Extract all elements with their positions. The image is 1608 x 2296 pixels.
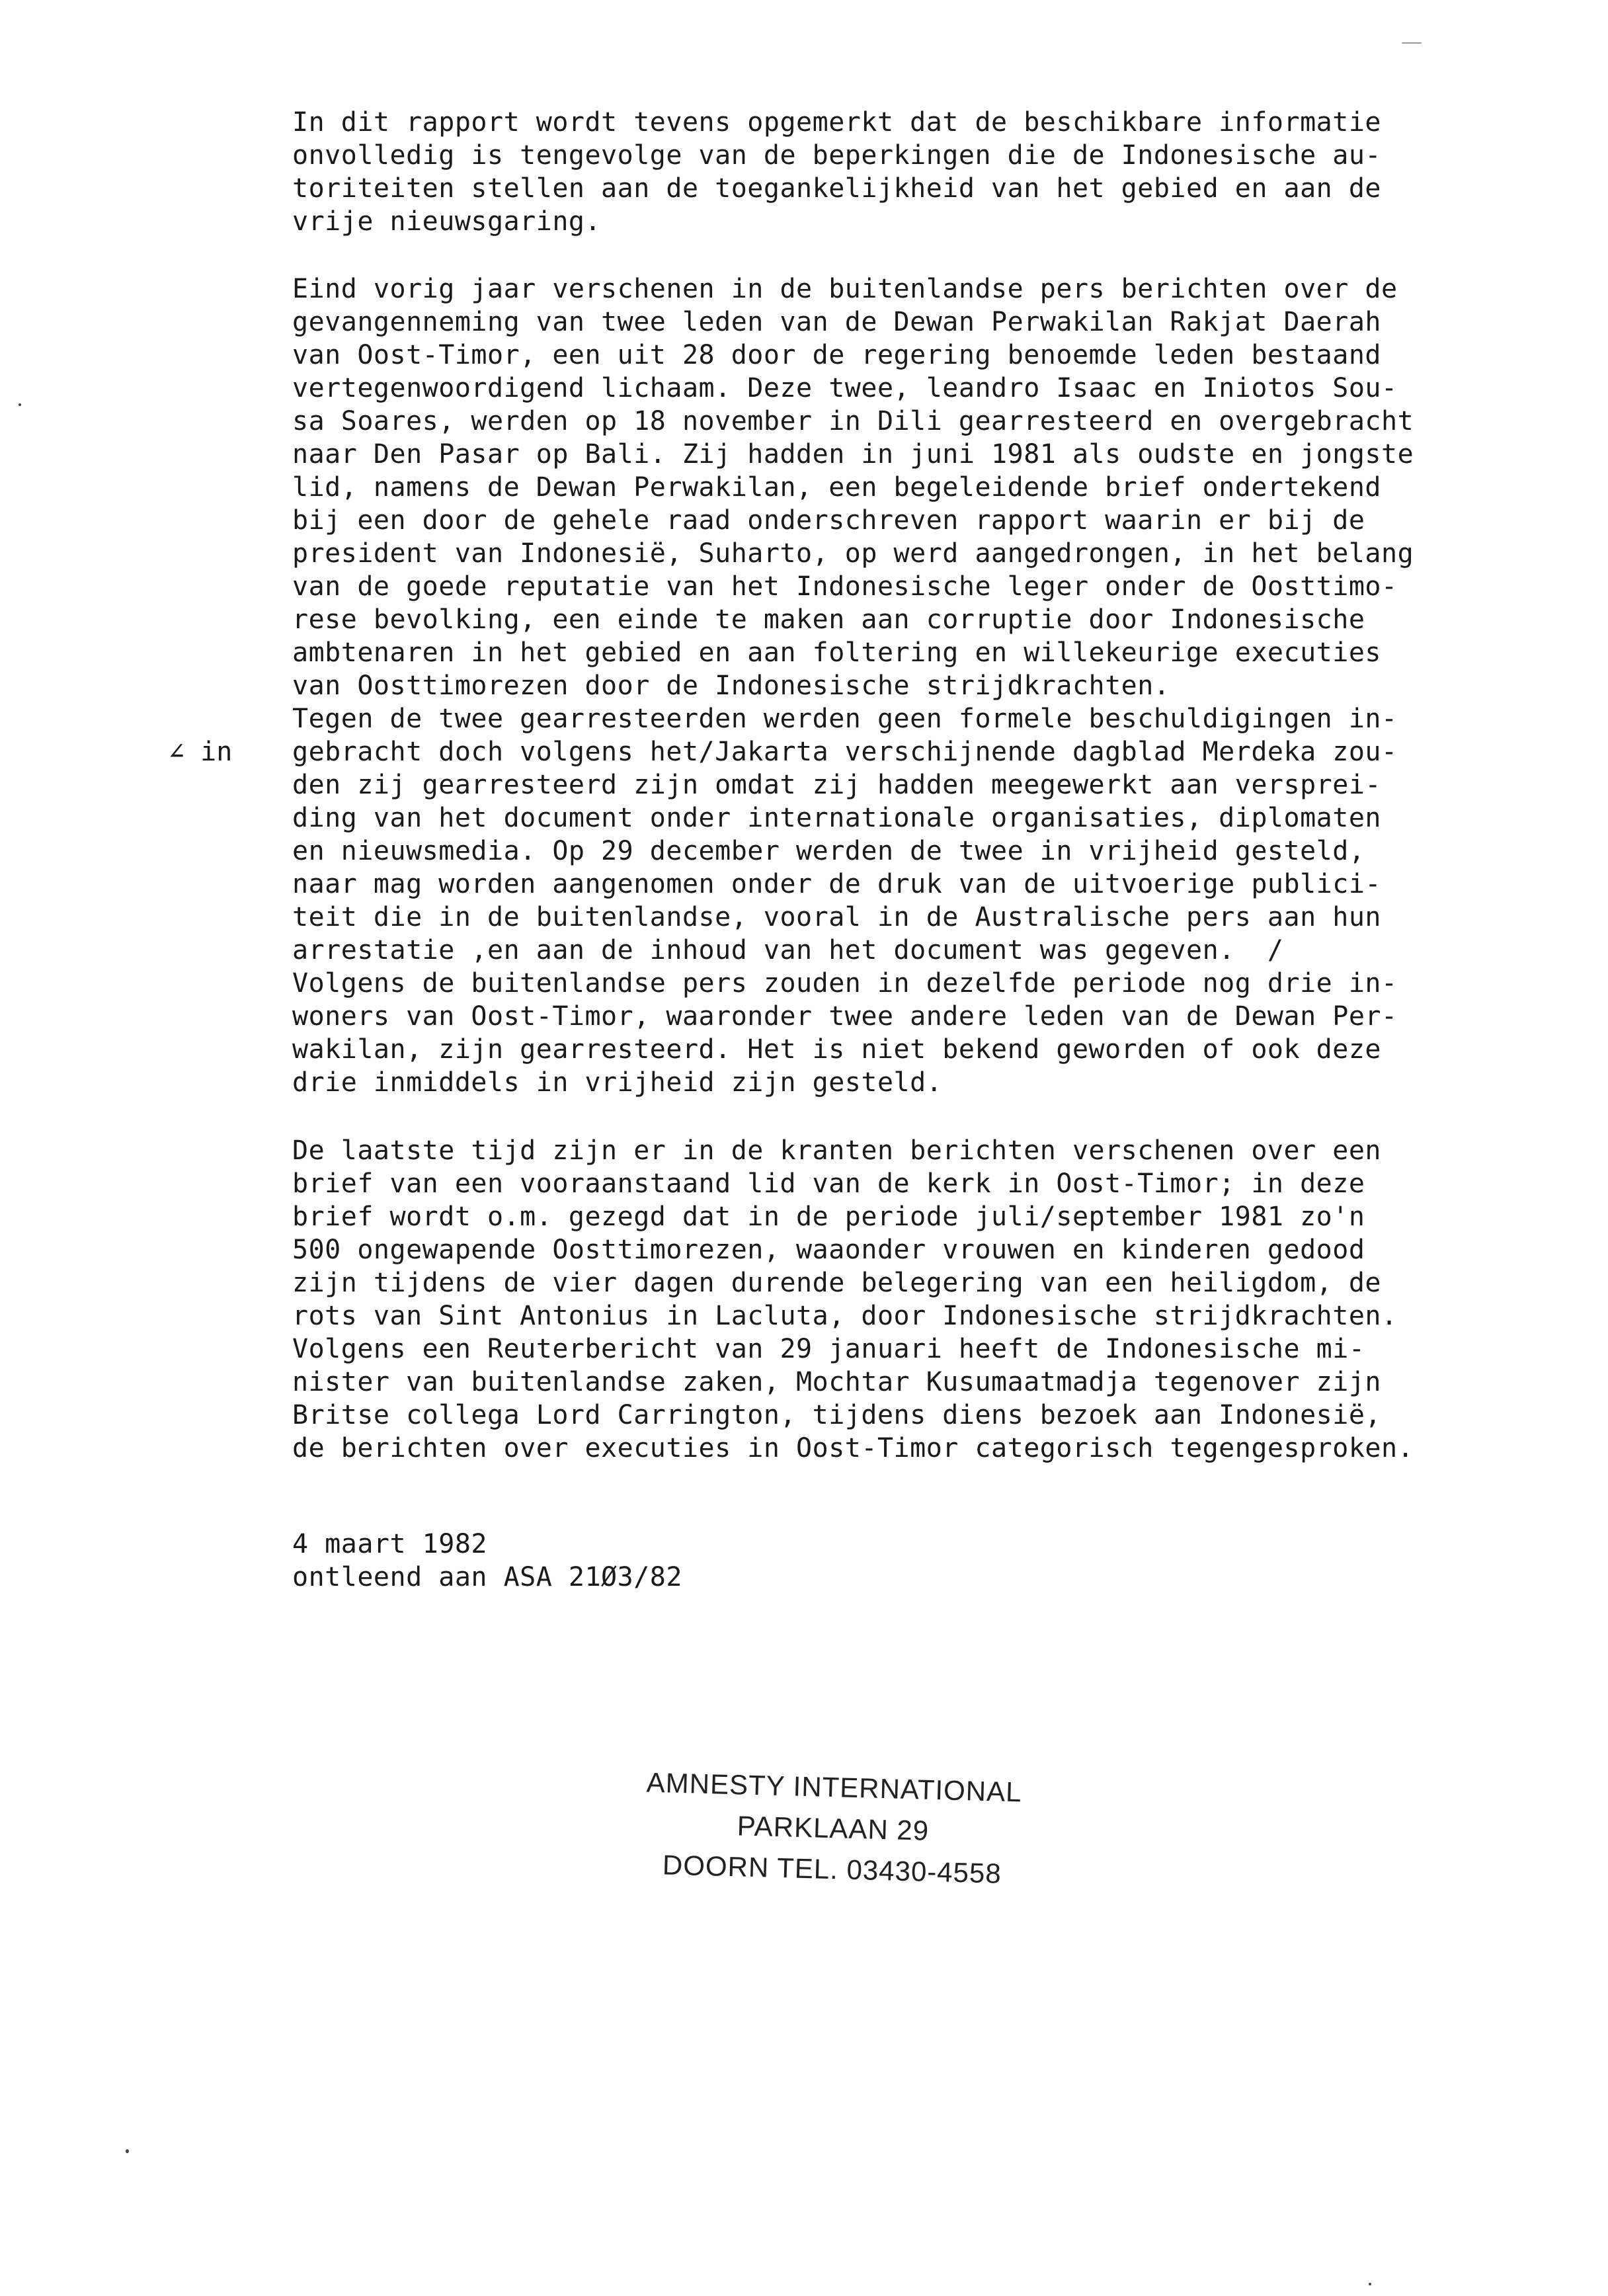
scan-speck bbox=[126, 2149, 129, 2153]
text-line: In dit rapport wordt tevens opgemerkt dat de beschikbare informatie bbox=[292, 107, 1381, 138]
stamp-line-organization: AMNESTY INTERNATIONAL bbox=[646, 1766, 1023, 1808]
paragraph-1 bbox=[292, 106, 1575, 238]
text-line: van Oost-Timor, een uit 28 door de regering benoemde leden bestaand bbox=[292, 340, 1381, 370]
text-line: gevangenneming van twee leden van de Dewan Perwakilan Rakjat Daerah bbox=[292, 307, 1381, 337]
scan-speck bbox=[1402, 42, 1422, 44]
text-line: ambtenaren in het gebied en aan foltering en willekeurige executies bbox=[292, 637, 1381, 668]
stamp-line-phone: DOORN TEL. 03430-4558 bbox=[662, 1849, 1002, 1889]
text-line: van Oosttimorezen door de Indonesische strijdkrachten. bbox=[292, 671, 1170, 701]
text-line: naar mag worden aangenomen onder de druk van de uitvoerige publici- bbox=[292, 869, 1381, 899]
text-line: ding van het document onder internationale organisaties, diplomaten bbox=[292, 803, 1381, 833]
text-line: toriteiten stellen aan de toegankelijkheid van het gebied en aan de bbox=[292, 173, 1381, 204]
text-line: brief van een vooraanstaand lid van de kerk in Oost-Timor; in deze bbox=[292, 1168, 1365, 1199]
text-line: naar Den Pasar op Bali. Zij hadden in juni 1981 als oudste en jongste bbox=[292, 439, 1414, 470]
text-line: president van Indonesië, Suharto, op werd aangedrongen, in het belang bbox=[292, 538, 1414, 569]
text-line: zijn tijdens de vier dagen durende belegering van een heiligdom, de bbox=[292, 1268, 1381, 1298]
organization-stamp bbox=[600, 1761, 1066, 1896]
text-line: teit die in de buitenlandse, vooral in de Australische pers aan hun bbox=[292, 902, 1381, 932]
text-line: Eind vorig jaar verschenen in de buitenlandse pers berichten over de bbox=[292, 274, 1398, 304]
text-line: van de goede reputatie van het Indonesische leger onder de Oosttimo- bbox=[292, 571, 1398, 602]
text-line: Tegen de twee gearresteerden werden geen formele beschuldigingen in- bbox=[292, 704, 1398, 734]
stamp-line-address: PARKLAAN 29 bbox=[737, 1810, 930, 1846]
signoff-block bbox=[292, 1528, 1575, 1594]
paragraph-3 bbox=[292, 1134, 1575, 1465]
text-line: vertegenwoordigend lichaam. Deze twee, leandro Isaac en Iniotos Sou- bbox=[292, 373, 1398, 403]
text-line: gebracht doch volgens het/Jakarta verschijnende dagblad Merdeka zou- bbox=[292, 737, 1398, 767]
text-line: arrestatie ,en aan de inhoud van het document was gegeven. / bbox=[292, 935, 1284, 965]
margin-annotation: ∠ in bbox=[169, 737, 233, 767]
paragraph-2 bbox=[292, 272, 1575, 1099]
text-line: rots van Sint Antonius in Lacluta, door Indonesische strijdkrachten. bbox=[292, 1301, 1398, 1331]
signoff-source: ontleend aan ASA 21Ø3/82 bbox=[292, 1562, 682, 1592]
text-line: drie inmiddels in vrijheid zijn gesteld. bbox=[292, 1067, 943, 1098]
text-line: Britse collega Lord Carrington, tijdens diens bezoek aan Indonesië, bbox=[292, 1400, 1381, 1430]
text-line: bij een door de gehele raad onderschreven rapport waarin er bij de bbox=[292, 505, 1365, 536]
text-line: vrije nieuwsgaring. bbox=[292, 206, 602, 237]
text-line: sa Soares, werden op 18 november in Dili gearresteerd en overgebracht bbox=[292, 406, 1414, 436]
scan-speck bbox=[19, 403, 21, 406]
text-line: lid, namens de Dewan Perwakilan, een begeleidende brief ondertekend bbox=[292, 472, 1381, 503]
text-line: en nieuwsmedia. Op 29 december werden de twee in vrijheid gesteld, bbox=[292, 836, 1365, 866]
text-line: de berichten over executies in Oost-Timor categorisch tegengesproken. bbox=[292, 1433, 1414, 1463]
text-line: Volgens de buitenlandse pers zouden in dezelfde periode nog drie in- bbox=[292, 968, 1398, 999]
text-line: nister van buitenlandse zaken, Mochtar Kusumaatmadja tegenover zijn bbox=[292, 1367, 1381, 1397]
text-line: Volgens een Reuterbericht van 29 januari heeft de Indonesische mi- bbox=[292, 1334, 1365, 1364]
text-line: De laatste tijd zijn er in de kranten berichten verschenen over een bbox=[292, 1135, 1381, 1166]
scan-speck bbox=[1369, 2283, 1371, 2285]
text-line: woners van Oost-Timor, waaronder twee andere leden van de Dewan Per- bbox=[292, 1001, 1398, 1032]
signoff-date: 4 maart 1982 bbox=[292, 1529, 487, 1559]
text-line: wakilan, zijn gearresteerd. Het is niet bekend geworden of ook deze bbox=[292, 1034, 1381, 1065]
text-line: rese bevolking, een einde te maken aan corruptie door Indonesische bbox=[292, 604, 1365, 635]
text-line: onvolledig is tengevolge van de beperkingen die de Indonesische au- bbox=[292, 140, 1381, 171]
text-line: den zij gearresteerd zijn omdat zij hadden meegewerkt aan versprei- bbox=[292, 770, 1381, 800]
text-line: 500 ongewapende Oosttimorezen, waaonder vrouwen en kinderen gedood bbox=[292, 1235, 1365, 1265]
text-line: brief wordt o.m. gezegd dat in de periode juli/september 1981 zo'n bbox=[292, 1202, 1365, 1232]
